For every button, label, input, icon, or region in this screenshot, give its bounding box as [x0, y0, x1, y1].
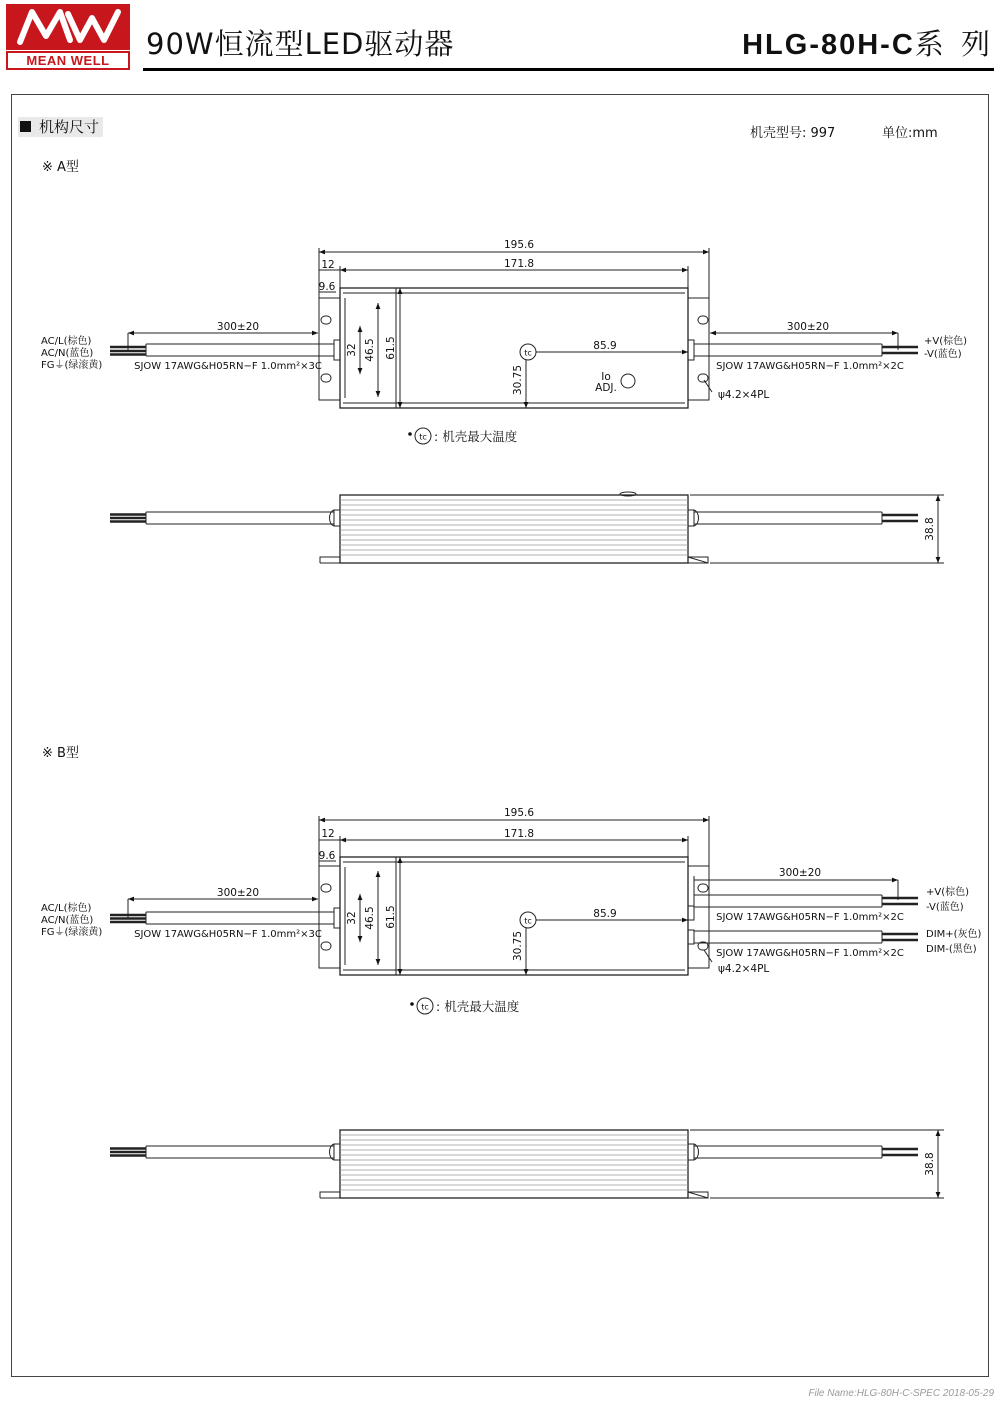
input-lead-l: AC/L(棕色) — [41, 336, 92, 347]
output-lead-minus: -V(蓝色) — [926, 902, 964, 913]
flange-dim: 12 — [321, 828, 335, 840]
tc-offset-dim: 85.9 — [593, 340, 617, 352]
document-title: 90W恒流型LED驱动器 — [146, 27, 455, 61]
type-b-fins — [340, 1135, 688, 1190]
tc-note-text: : 机壳最大温度 — [436, 999, 520, 1014]
body-length-dim: 171.8 — [503, 828, 535, 840]
case-number: 机壳型号: 997 — [750, 126, 836, 141]
output-lead-plus: +V(棕色) — [924, 336, 968, 347]
type-a-side-view — [110, 492, 944, 563]
slot-dim: 9.6 — [318, 850, 336, 862]
mounting-hole-spec: ψ4.2×4PL — [718, 963, 770, 975]
output-cable-length: 300±20 — [778, 867, 822, 879]
output-cable-spec: SJOW 17AWG&H05RN−F 1.0mm²×2C — [716, 361, 904, 372]
type-b-height-dim: 38.8 — [924, 1152, 936, 1176]
overall-length-dim: 195.6 — [503, 807, 535, 819]
dim-lead-minus: DIM-(黑色) — [926, 944, 977, 955]
series-model: HLG-80H-C — [742, 29, 915, 61]
output-cable-spec: SJOW 17AWG&H05RN−F 1.0mm²×2C — [716, 912, 904, 923]
tc-symbol: tc — [524, 348, 532, 358]
input-lead-l: AC/L(棕色) — [41, 903, 92, 914]
type-a-tc-note — [408, 428, 517, 444]
tc-symbol-note: tc — [421, 1002, 429, 1012]
tc-symbol: tc — [524, 916, 532, 926]
body-length-dim: 171.8 — [503, 258, 535, 270]
io-label: Io — [601, 371, 611, 383]
file-name-footer: File Name:HLG-80H-C-SPEC 2018-05-29 — [808, 1388, 994, 1399]
type-a-top-labels — [41, 239, 967, 401]
logo-text: MEAN WELL — [6, 51, 130, 70]
input-cable-spec: SJOW 17AWG&H05RN−F 1.0mm²×3C — [134, 929, 322, 940]
series-suffix: 系 列 — [914, 27, 994, 61]
input-cable-length: 300±20 — [216, 321, 260, 333]
tc-note-text: : 机壳最大温度 — [434, 429, 518, 444]
overall-length-dim: 195.6 — [503, 239, 535, 251]
type-a-fins — [340, 500, 688, 555]
dim-cable-spec: SJOW 17AWG&H05RN−F 1.0mm²×2C — [716, 948, 904, 959]
dim-32: 32 — [346, 343, 358, 357]
input-cable-spec: SJOW 17AWG&H05RN−F 1.0mm²×3C — [134, 361, 322, 372]
dim-46-5: 46.5 — [364, 338, 376, 362]
type-b-label: ※ B型 — [42, 746, 79, 761]
output-lead-minus: -V(蓝色) — [924, 349, 962, 360]
type-b-top-labels — [41, 807, 982, 975]
input-lead-fg: FG⏚(绿滚黄) — [41, 360, 103, 371]
dim-32: 32 — [346, 911, 358, 925]
unit-label: 单位:mm — [882, 126, 938, 141]
type-a-height-dim: 38.8 — [924, 517, 936, 541]
input-lead-n: AC/N(蓝色) — [41, 915, 94, 926]
dim-30-75: 30.75 — [512, 930, 524, 962]
mounting-hole-spec: ψ4.2×4PL — [718, 389, 770, 401]
dim-61-5: 61.5 — [385, 336, 397, 360]
section-heading-text: 机构尺寸 — [39, 118, 100, 136]
tc-symbol-note: tc — [419, 432, 427, 442]
dim-lead-plus: DIM+(灰色) — [926, 929, 982, 940]
slot-dim: 9.6 — [318, 281, 336, 293]
output-lead-plus: +V(棕色) — [926, 887, 970, 898]
input-lead-n: AC/N(蓝色) — [41, 348, 94, 359]
output-cable-length: 300±20 — [786, 321, 830, 333]
adj-label: ADJ. — [595, 382, 617, 394]
tc-offset-dim: 85.9 — [593, 908, 617, 920]
input-cable-length: 300±20 — [216, 887, 260, 899]
dim-46-5: 46.5 — [364, 906, 376, 930]
flange-dim: 12 — [321, 259, 335, 271]
type-a-label: ※ A型 — [42, 160, 79, 175]
dim-30-75: 30.75 — [512, 364, 524, 396]
input-lead-fg: FG⏚(绿滚黄) — [41, 927, 103, 938]
type-b-tc-note — [410, 998, 519, 1014]
dim-61-5: 61.5 — [385, 905, 397, 929]
